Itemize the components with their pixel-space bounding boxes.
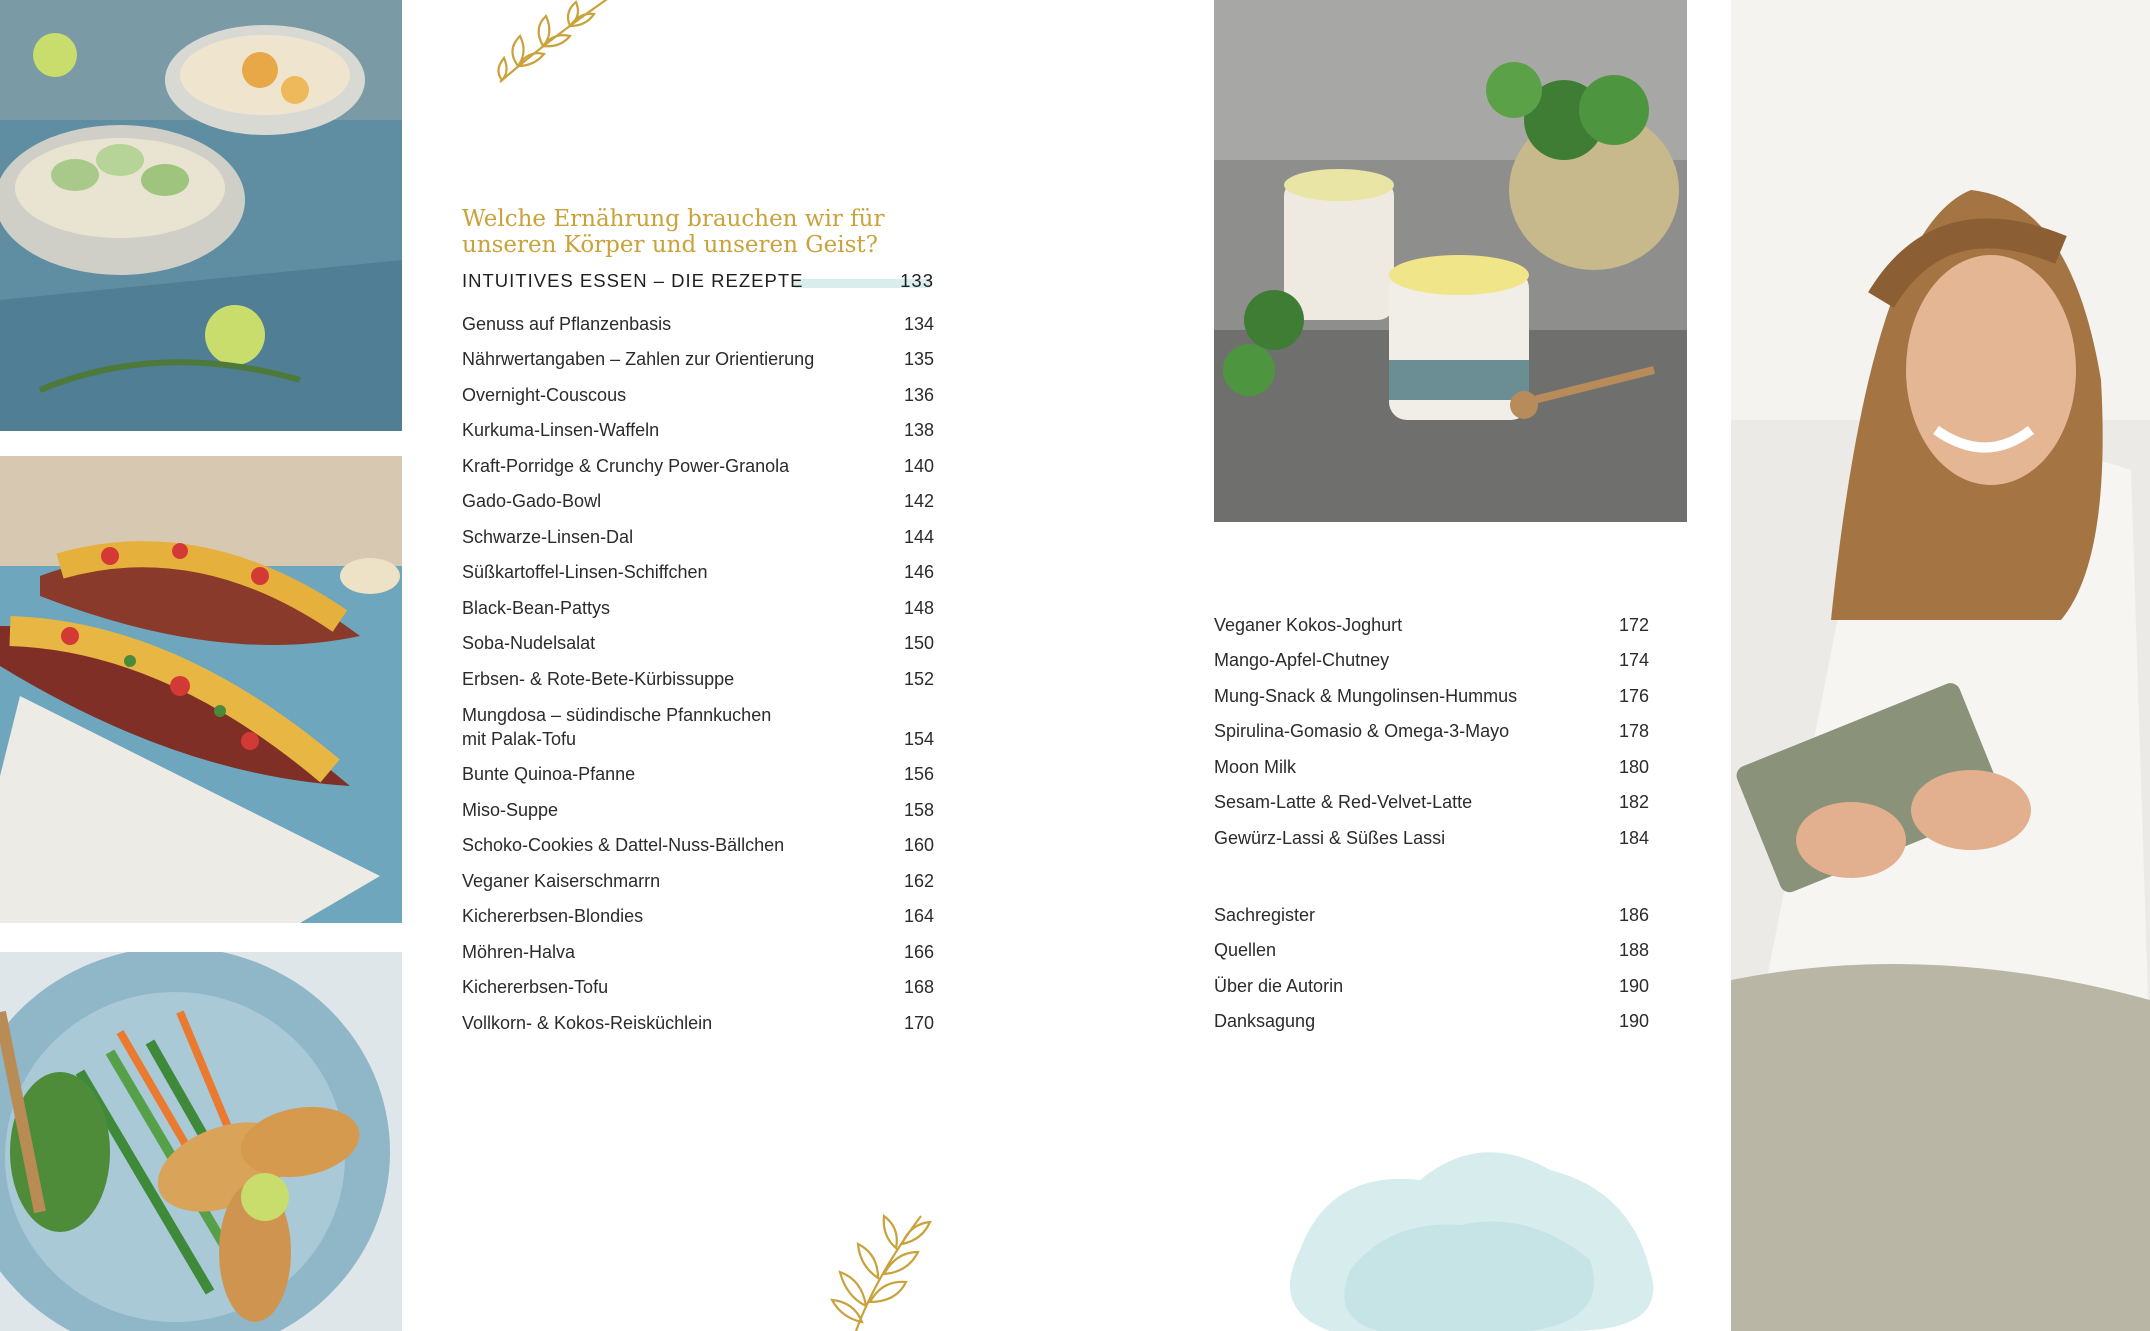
toc-entry[interactable] <box>462 442 934 478</box>
toc-entry-page: 166 <box>903 941 934 962</box>
toc-entry-title: Quellen <box>1214 940 1277 960</box>
toc-entry-title: Kichererbsen-Tofu <box>462 977 609 997</box>
toc-entry-page: 190 <box>1618 1011 1649 1031</box>
toc-entry[interactable] <box>1214 891 1649 927</box>
toc-entry-title: Black-Bean-Pattys <box>462 597 611 618</box>
toc-entry-page: 156 <box>903 764 934 784</box>
toc-entry-title: Mungdosa – südindische Pfannkuchen mit Palak-Tofu <box>462 704 772 749</box>
section-page: 133 <box>900 270 934 291</box>
toc-entry-title: Miso-Suppe <box>462 799 559 820</box>
watercolor-splash <box>1270 1130 1670 1331</box>
toc-list-drinks <box>1214 601 1649 850</box>
toc-entry-title: Nährwertangaben – Zahlen zur Orientierung <box>462 349 815 369</box>
toc-entry-page: 186 <box>1618 904 1649 925</box>
toc-entry-page: 150 <box>903 633 934 653</box>
toc-entry-title: Schoko-Cookies & Dattel-Nuss-Bällchen <box>462 835 785 855</box>
toc-entry-title: Spirulina-Gomasio & Omega-3-Mayo <box>1214 721 1510 741</box>
toc-entry[interactable] <box>462 786 934 822</box>
toc-entry-title: Kurkuma-Linsen-Waffeln <box>462 420 660 440</box>
toc-entry[interactable] <box>462 549 934 585</box>
toc-entry-page: 170 <box>903 1012 934 1033</box>
toc-section-header[interactable] <box>462 264 934 292</box>
toc-entry-title: Möhren-Halva <box>462 941 576 962</box>
photo-bowls <box>0 0 402 431</box>
toc-entry[interactable] <box>462 999 934 1035</box>
toc-entry-title: Mung-Snack & Mungolinsen-Hummus <box>1214 685 1518 706</box>
photo-sweet-potato-boats <box>0 456 402 923</box>
toc-entry-page: 168 <box>903 977 934 997</box>
toc-entry[interactable] <box>462 336 934 372</box>
toc-entry[interactable] <box>462 513 934 549</box>
toc-entry-title: Soba-Nudelsalat <box>462 633 596 653</box>
toc-entry[interactable] <box>462 584 934 620</box>
toc-entry-page: 176 <box>1618 685 1649 706</box>
toc-entry[interactable] <box>462 300 934 336</box>
toc-entry-page: 134 <box>903 313 934 334</box>
toc-entry-page: 146 <box>903 562 934 582</box>
toc-entry-page: 148 <box>903 597 934 618</box>
toc-entry[interactable] <box>1214 601 1649 637</box>
toc-entry-page: 138 <box>903 420 934 440</box>
photo-author-reading <box>1731 0 2150 1331</box>
toc-entry-title: Danksagung <box>1214 1011 1316 1031</box>
toc-entry-title: Overnight-Couscous <box>462 384 627 405</box>
toc-entry[interactable] <box>462 691 934 751</box>
toc-entry[interactable] <box>1214 962 1649 998</box>
toc-entry-page: 178 <box>1618 721 1649 741</box>
toc-entry[interactable] <box>462 893 934 929</box>
toc-entry-page: 136 <box>903 384 934 405</box>
toc-entry-page: 164 <box>903 906 934 926</box>
toc-entry[interactable] <box>1214 708 1649 744</box>
toc-entry[interactable] <box>1214 927 1649 963</box>
chapter-heading: Welche Ernährung brauchen wir für unseren Körper und unseren Geist? <box>462 206 885 258</box>
toc-list-recipes <box>462 300 934 1035</box>
toc-entry-title: Über die Autorin <box>1214 975 1344 996</box>
toc-entry[interactable] <box>462 857 934 893</box>
toc-entry[interactable] <box>462 478 934 514</box>
toc-entry-page: 182 <box>1618 792 1649 812</box>
photo-golden-milk <box>1214 0 1687 522</box>
toc-entry[interactable] <box>462 751 934 787</box>
toc-entry-page: 162 <box>903 870 934 891</box>
toc-entry-page: 184 <box>1618 827 1649 848</box>
toc-entry-title: Sachregister <box>1214 904 1316 925</box>
toc-entry-title: Erbsen- & Rote-Bete-Kürbissuppe <box>462 668 735 689</box>
toc-entry-page: 188 <box>1618 940 1649 960</box>
toc-left-column <box>462 206 934 1035</box>
section-title: INTUITIVES ESSEN – DIE REZEPTE <box>462 270 804 291</box>
toc-entry[interactable] <box>462 822 934 858</box>
toc-entry-page: 172 <box>1618 614 1649 635</box>
toc-entry[interactable] <box>462 964 934 1000</box>
toc-entry-title: Schwarze-Linsen-Dal <box>462 526 634 547</box>
leaf-ornament-top-icon <box>488 0 628 88</box>
toc-entry[interactable] <box>1214 998 1649 1034</box>
toc-entry[interactable] <box>462 655 934 691</box>
toc-entry[interactable] <box>1214 637 1649 673</box>
toc-entry[interactable] <box>462 620 934 656</box>
toc-entry-title: Mango-Apfel-Chutney <box>1214 650 1390 670</box>
toc-entry[interactable] <box>462 928 934 964</box>
toc-entry-page: 180 <box>1618 756 1649 777</box>
toc-entry-title: Veganer Kokos-Joghurt <box>1214 614 1403 635</box>
toc-entry-page: 174 <box>1618 650 1649 670</box>
toc-entry-title: Gewürz-Lassi & Süßes Lassi <box>1214 827 1446 848</box>
toc-entry-page: 135 <box>903 349 934 369</box>
toc-entry-title: Süßkartoffel-Linsen-Schiffchen <box>462 562 708 582</box>
toc-entry-page: 190 <box>1618 975 1649 996</box>
toc-entry-page: 152 <box>903 668 934 689</box>
toc-entry-title: Kichererbsen-Blondies <box>462 906 644 926</box>
toc-entry-page: 160 <box>903 835 934 855</box>
photo-tempeh-salad <box>0 952 402 1331</box>
toc-list-appendix <box>1214 891 1649 1033</box>
toc-entry-title: Gado-Gado-Bowl <box>462 491 602 511</box>
toc-entry-page: 154 <box>903 728 934 749</box>
leaf-ornament-bottom-icon <box>826 1206 936 1331</box>
toc-entry-title: Moon Milk <box>1214 756 1297 777</box>
toc-entry-page: 142 <box>903 491 934 511</box>
toc-entry-title: Vollkorn- & Kokos-Reisküchlein <box>462 1012 713 1033</box>
toc-entry[interactable] <box>462 407 934 443</box>
toc-entry-title: Bunte Quinoa-Pfanne <box>462 764 636 784</box>
toc-entry-title: Kraft-Porridge & Crunchy Power-Granola <box>462 455 790 476</box>
toc-entry-title: Veganer Kaiserschmarrn <box>462 870 661 891</box>
toc-entry[interactable] <box>1214 779 1649 815</box>
toc-entry-page: 140 <box>903 455 934 476</box>
toc-entry-page: 144 <box>903 526 934 547</box>
toc-entry[interactable] <box>1214 743 1649 779</box>
toc-entry-title: Sesam-Latte & Red-Velvet-Latte <box>1214 792 1473 812</box>
toc-entry[interactable] <box>1214 672 1649 708</box>
toc-entry[interactable] <box>1214 814 1649 850</box>
toc-entry[interactable] <box>462 371 934 407</box>
toc-entry-title: Genuss auf Pflanzenbasis <box>462 313 672 334</box>
toc-entry-page: 158 <box>903 799 934 820</box>
